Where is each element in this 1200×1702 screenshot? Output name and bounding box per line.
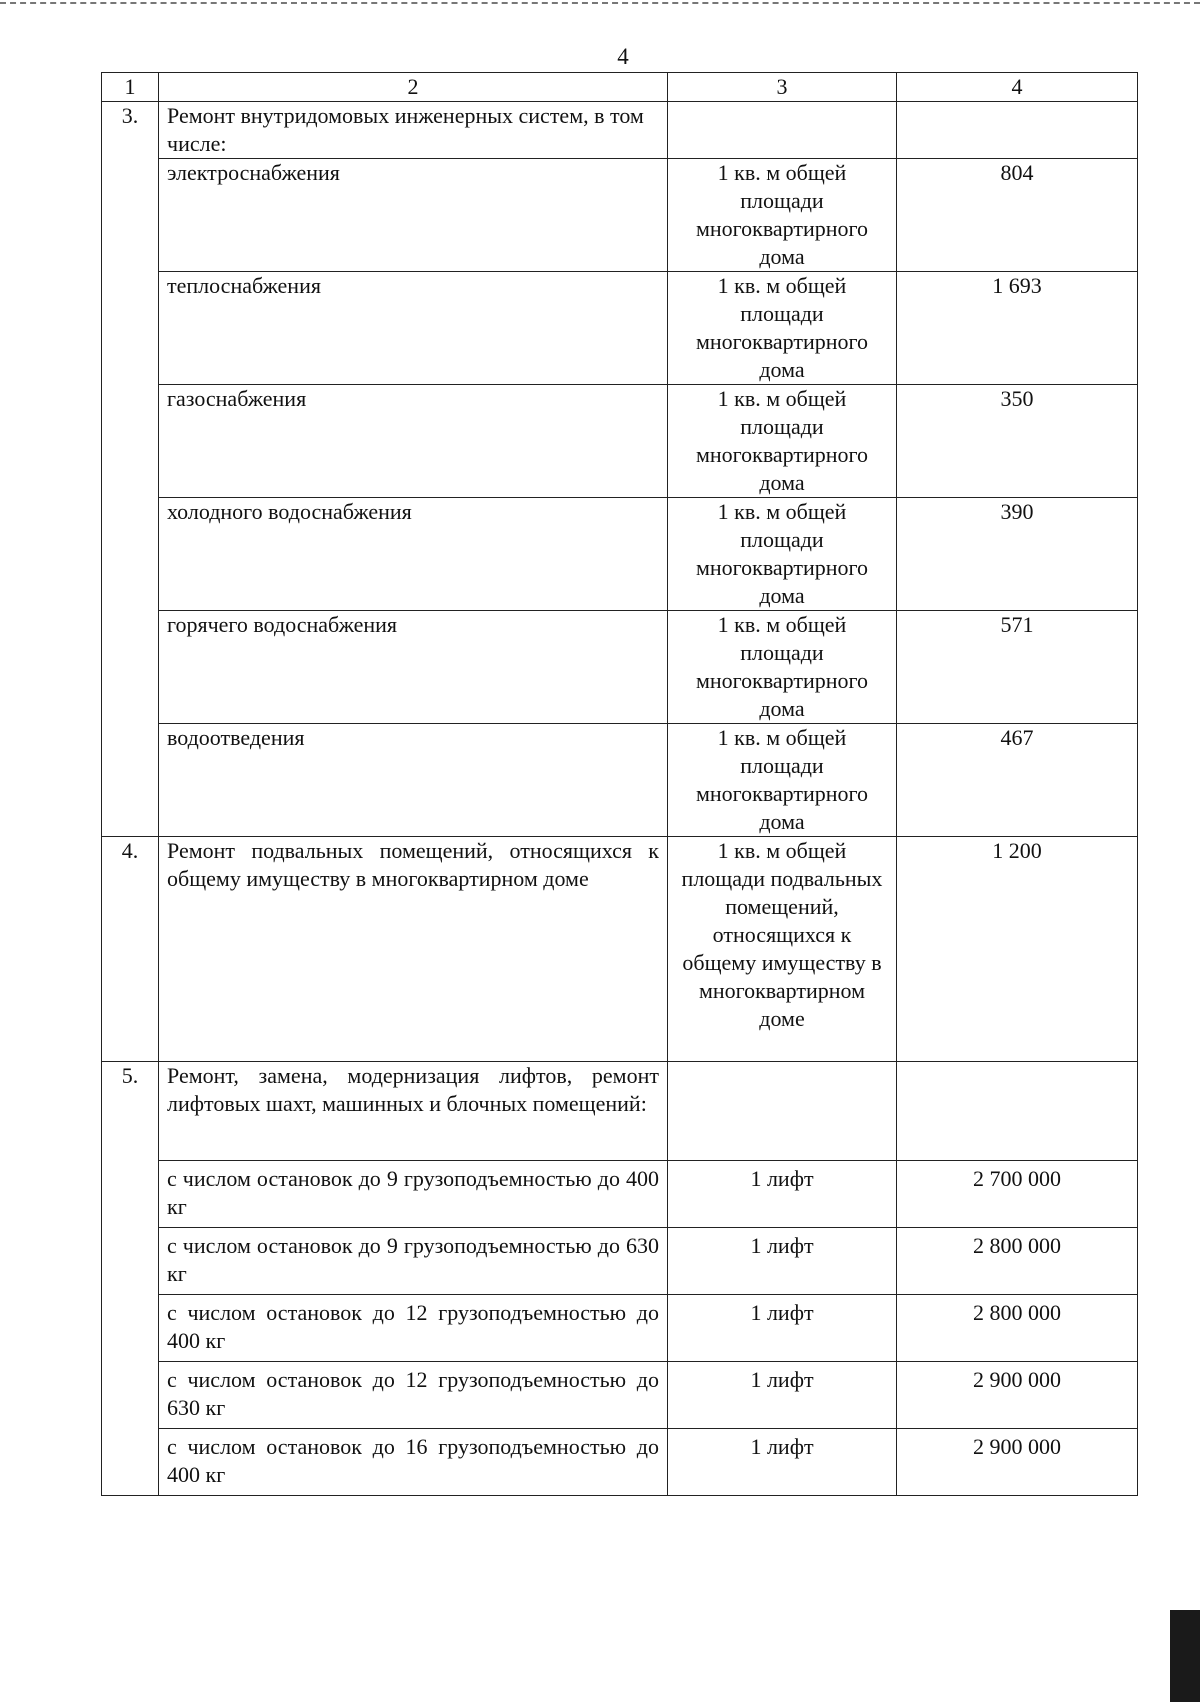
- item-name: с числом остановок до 9 грузоподъемностью до 630 кг: [159, 1227, 668, 1294]
- section-5-title-row: [102, 1062, 1138, 1161]
- table-row: [102, 1294, 1138, 1361]
- table-row: [102, 1227, 1138, 1294]
- unit-cell: 1 кв. м общей площади многоквартирного дома: [668, 385, 897, 498]
- unit-cell: 1 лифт: [668, 1294, 897, 1361]
- value-cell: 2 800 000: [897, 1227, 1138, 1294]
- value-cell: [897, 102, 1138, 159]
- unit-cell: 1 кв. м общей площади многоквартирного дома: [668, 159, 897, 272]
- value-cell: 1 693: [897, 272, 1138, 385]
- value-cell: [897, 1062, 1138, 1161]
- table-row: [102, 272, 1138, 385]
- item-name: электроснабжения: [159, 159, 668, 272]
- table-row: [102, 498, 1138, 611]
- unit-cell: 1 кв. м общей площади многоквартирного дома: [668, 724, 897, 837]
- section-number: 4.: [102, 837, 159, 1062]
- unit-cell: 1 кв. м общей площади многоквартирного дома: [668, 272, 897, 385]
- value-cell: 350: [897, 385, 1138, 498]
- value-cell: 2 900 000: [897, 1361, 1138, 1428]
- item-name: теплоснабжения: [159, 272, 668, 385]
- value-cell: 804: [897, 159, 1138, 272]
- unit-cell: 1 лифт: [668, 1227, 897, 1294]
- section-number: 5.: [102, 1062, 159, 1161]
- unit-cell: 1 кв. м общей площади многоквартирного дома: [668, 498, 897, 611]
- table-row: [102, 1160, 1138, 1227]
- unit-cell: 1 лифт: [668, 1160, 897, 1227]
- value-cell: 2 700 000: [897, 1160, 1138, 1227]
- table-row: [102, 1428, 1138, 1495]
- section-title: Ремонт подвальных помещений, относящихся к общему имуществу в многоквартирном доме: [159, 837, 668, 1062]
- header-col-4: 4: [897, 73, 1138, 102]
- table-row: [102, 159, 1138, 272]
- section-title: Ремонт внутридомовых инженерных систем, в том числе:: [159, 102, 668, 159]
- table-row: [102, 385, 1138, 498]
- item-name: водоотведения: [159, 724, 668, 837]
- item-name: газоснабжения: [159, 385, 668, 498]
- scan-edge-line: [0, 2, 1200, 4]
- section-title: Ремонт, замена, модернизация лифтов, ремонт лифтовых шахт, машинных и блочных помещений:: [159, 1062, 668, 1161]
- item-name: с числом остановок до 12 грузоподъемностью до 400 кг: [159, 1294, 668, 1361]
- unit-cell: 1 лифт: [668, 1428, 897, 1495]
- item-name: с числом остановок до 12 грузоподъемностью до 630 кг: [159, 1361, 668, 1428]
- section-3-title-row: [102, 102, 1138, 159]
- unit-cell: 1 лифт: [668, 1361, 897, 1428]
- value-cell: 467: [897, 724, 1138, 837]
- table-row: [102, 724, 1138, 837]
- unit-cell: [668, 1062, 897, 1161]
- section-number: 3.: [102, 102, 159, 159]
- unit-cell: 1 кв. м общей площади подвальных помещений, относящихся к общему имуществу в многоквартирном доме: [668, 837, 897, 1062]
- page-number: 4: [617, 44, 629, 69]
- value-cell: 1 200: [897, 837, 1138, 1062]
- table-header-row: [102, 73, 1138, 102]
- unit-cell: [668, 102, 897, 159]
- value-cell: 571: [897, 611, 1138, 724]
- section-4-row: [102, 837, 1138, 1062]
- item-name: с числом остановок до 16 грузоподъемностью до 400 кг: [159, 1428, 668, 1495]
- item-name: горячего водоснабжения: [159, 611, 668, 724]
- unit-cell: 1 кв. м общей площади многоквартирного дома: [668, 611, 897, 724]
- scan-margin-bar: [1170, 1610, 1200, 1702]
- value-cell: 2 800 000: [897, 1294, 1138, 1361]
- value-cell: 390: [897, 498, 1138, 611]
- header-col-2: 2: [159, 73, 668, 102]
- header-col-3: 3: [668, 73, 897, 102]
- rates-table: [101, 72, 1138, 1496]
- item-name: холодного водоснабжения: [159, 498, 668, 611]
- value-cell: 2 900 000: [897, 1428, 1138, 1495]
- table-row: [102, 611, 1138, 724]
- item-name: с числом остановок до 9 грузоподъемностью до 400 кг: [159, 1160, 668, 1227]
- header-col-1: 1: [102, 73, 159, 102]
- table-row: [102, 1361, 1138, 1428]
